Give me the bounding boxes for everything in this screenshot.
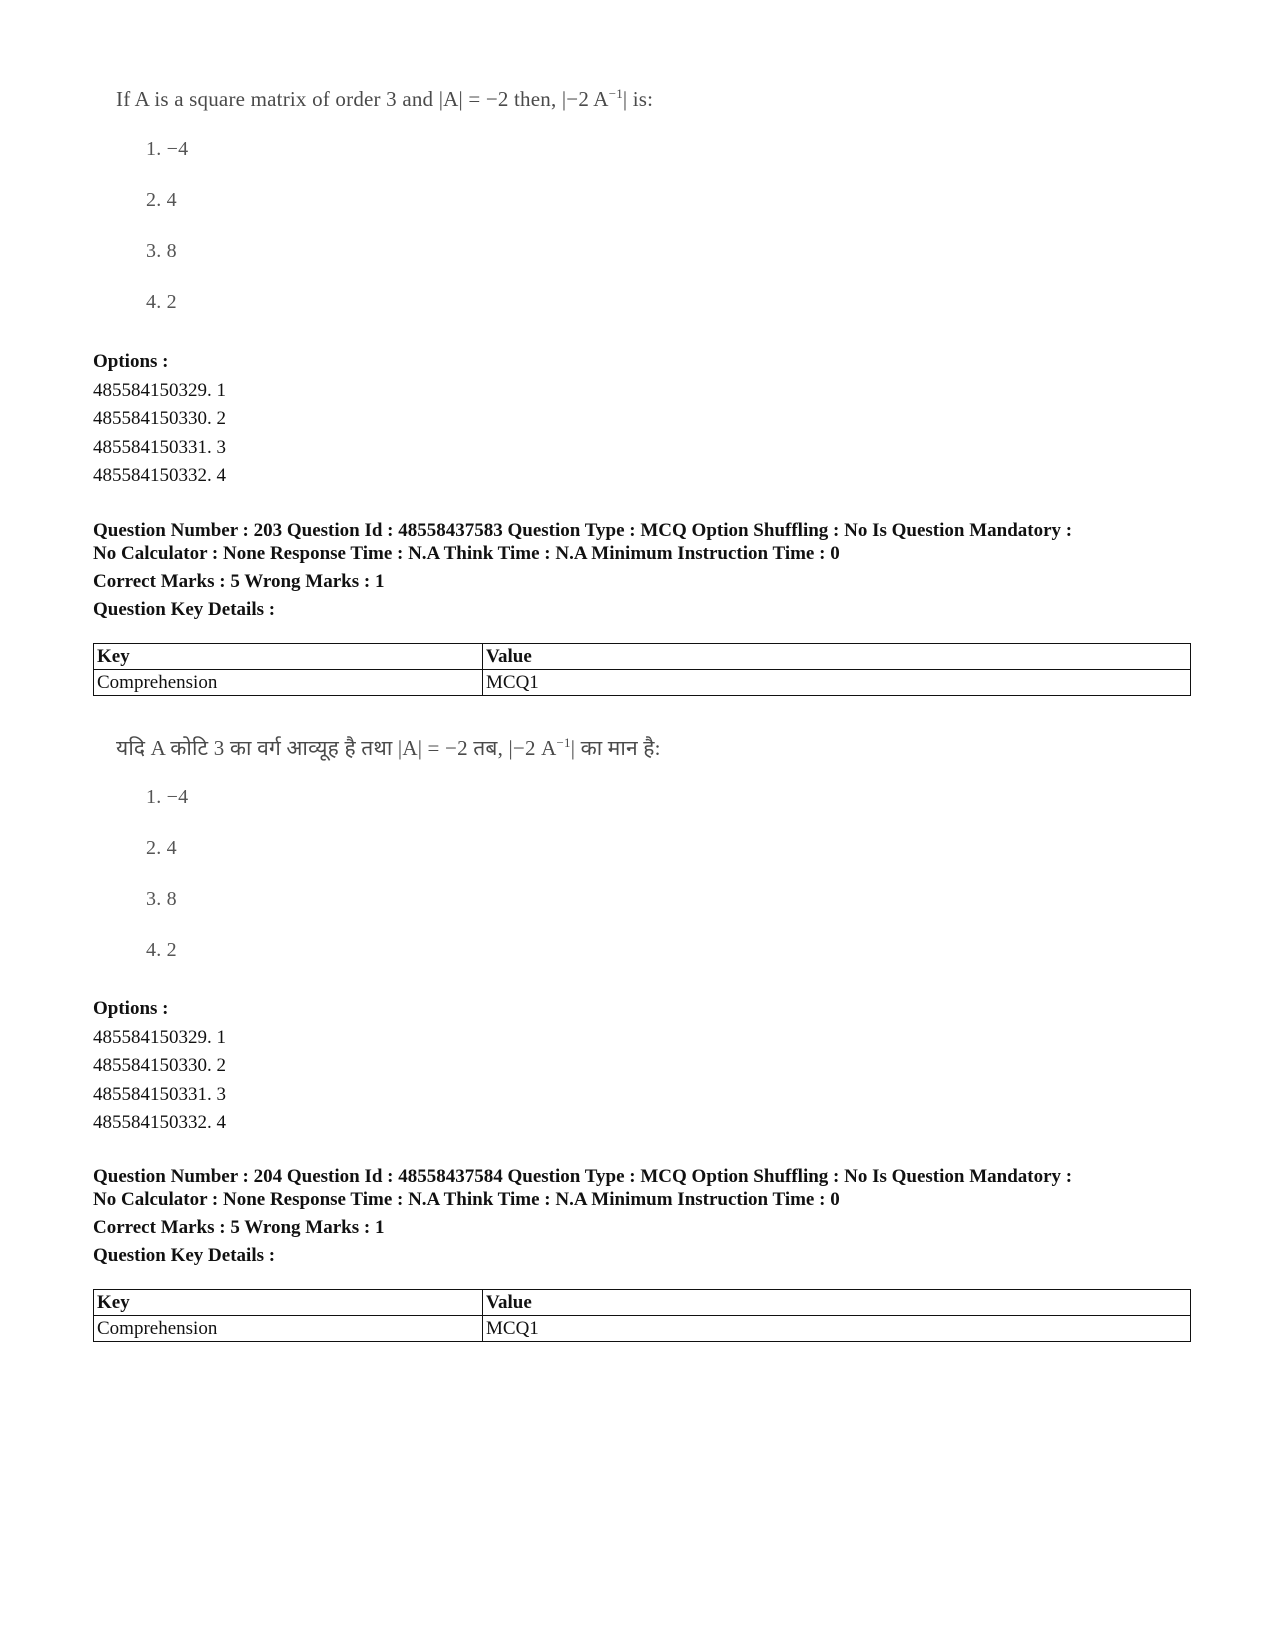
option-item: 485584150329. 1 <box>93 379 226 401</box>
header-value: Value <box>483 1290 1191 1316</box>
inverse-superscript: −1 <box>556 735 571 750</box>
question-key-table <box>93 1289 1191 1342</box>
question-key-table <box>93 643 1191 696</box>
choice-3: 3. 8 <box>146 240 177 262</box>
option-item: 485584150331. 3 <box>93 436 226 458</box>
cell-value: MCQ1 <box>483 670 1191 696</box>
cell-key: Comprehension <box>94 670 483 696</box>
option-item: 485584150330. 2 <box>93 1055 226 1077</box>
question-stem <box>116 734 661 762</box>
options-list <box>93 348 226 491</box>
meta-line-2: No Calculator : None Response Time : N.A Think Time : N.A Minimum Instruction Time : 0 <box>93 1189 840 1210</box>
header-key: Key <box>94 644 483 670</box>
option-item: 485584150332. 4 <box>93 465 226 487</box>
choice-4: 4. 2 <box>146 939 177 961</box>
question-stem <box>116 86 653 112</box>
key-details-title: Question Key Details : <box>93 1245 276 1266</box>
choice-2: 2. 4 <box>146 189 177 211</box>
options-title: Options : <box>93 351 169 372</box>
options-list <box>93 995 226 1138</box>
marks-line: Correct Marks : 5 Wrong Marks : 1 <box>93 571 385 592</box>
inverse-superscript: −1 <box>608 86 623 101</box>
header-key: Key <box>94 1290 483 1316</box>
marks-line: Correct Marks : 5 Wrong Marks : 1 <box>93 1217 385 1238</box>
table-header-row <box>94 1290 1191 1316</box>
option-item: 485584150332. 4 <box>93 1112 226 1134</box>
key-details-title: Question Key Details : <box>93 599 276 620</box>
cell-value: MCQ1 <box>483 1316 1191 1342</box>
table-header-row <box>94 644 1191 670</box>
header-value: Value <box>483 644 1191 670</box>
options-title: Options : <box>93 998 169 1019</box>
option-item: 485584150330. 2 <box>93 408 226 430</box>
choice-4: 4. 2 <box>146 291 177 313</box>
question-stem-prefix: If A is a square matrix of order 3 and |A| = −2 then, |−2 A <box>116 87 609 111</box>
table-row <box>94 670 1191 696</box>
option-item: 485584150329. 1 <box>93 1026 226 1048</box>
question-stem-suffix: | is: <box>622 87 654 111</box>
question-stem-suffix: | का मान है: <box>570 736 661 760</box>
choice-1: 1. −4 <box>146 138 189 160</box>
choice-2: 2. 4 <box>146 837 177 859</box>
meta-line-2: No Calculator : None Response Time : N.A Think Time : N.A Minimum Instruction Time : 0 <box>93 543 840 564</box>
meta-line-1: Question Number : 204 Question Id : 48558437584 Question Type : MCQ Option Shuffling : No Is Question Mandatory : <box>93 1166 1073 1187</box>
choice-1: 1. −4 <box>146 786 189 808</box>
cell-key: Comprehension <box>94 1316 483 1342</box>
meta-line-1: Question Number : 203 Question Id : 48558437583 Question Type : MCQ Option Shuffling : No Is Question Mandatory : <box>93 520 1073 541</box>
table-row <box>94 1316 1191 1342</box>
choice-3: 3. 8 <box>146 888 177 910</box>
option-item: 485584150331. 3 <box>93 1083 226 1105</box>
question-stem-prefix: यदि A कोटि 3 का वर्ग आव्यूह है तथा |A| = −2 तब, |−2 A <box>116 736 557 760</box>
